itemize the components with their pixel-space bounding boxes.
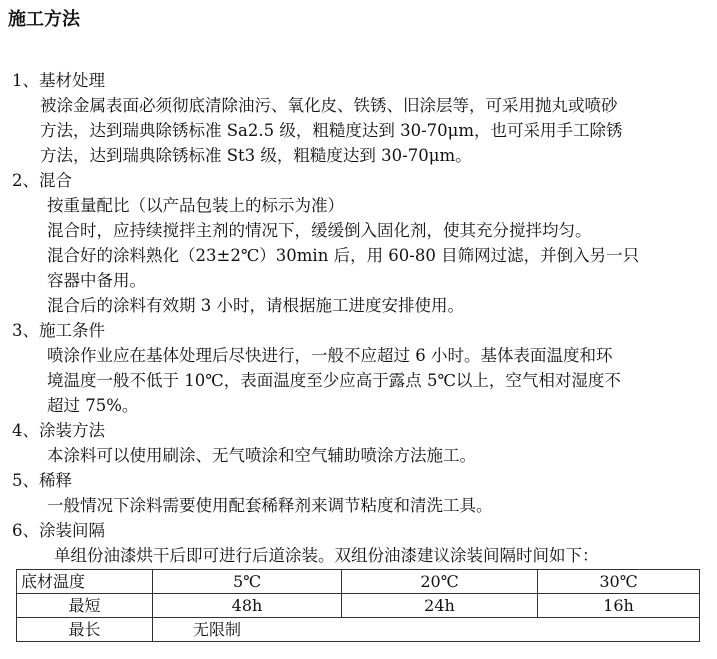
section-6-text-line-1: 单组份油漆烘干后即可进行后道涂装。双组份油漆建议涂装间隔时间如下： — [54, 546, 599, 565]
section-3-text-line-2: 境温度一般不低于 10℃，表面温度至少应高于露点 5℃以上，空气相对湿度不 — [47, 371, 621, 390]
section-1-text-line-1: 被涂金属表面必须彻底清除油污、氧化皮、铁锈、旧涂层等，可采用抛丸或喷砂 — [40, 96, 618, 115]
section-3-text-line-1: 喷涂作业应在基体处理后尽快进行，一般不应超过 6 小时。基体表面温度和环 — [47, 346, 613, 365]
section-1-heading: 1、基材处理 — [12, 71, 105, 90]
table-cell: 24h — [342, 594, 538, 618]
section-2-text-line-5: 混合后的涂料有效期 3 小时，请根据施工进度安排使用。 — [47, 296, 464, 315]
table-cell: 无限制 — [153, 618, 700, 642]
section-2-text-line-4: 容器中备用。 — [47, 271, 146, 290]
section-2-heading: 2、混合 — [12, 171, 72, 190]
table-cell: 最长 — [17, 618, 153, 642]
section-1-text-line-2: 方法，达到瑞典除锈标准 Sa2.5 级，粗糙度达到 30-70μm，也可采用手工除锈 — [40, 121, 623, 140]
section-2-text-line-3: 混合好的涂料熟化（23±2℃）30min 后，用 60-80 目筛网过滤，并倒入另一只 — [47, 246, 640, 265]
section-6-heading: 6、涂装间隔 — [12, 521, 105, 540]
table-cell: 16h — [538, 594, 700, 618]
table-header-cell: 底材温度 — [17, 570, 153, 594]
section-2-text-line-1: 按重量配比（以产品包装上的标示为准） — [47, 196, 344, 215]
table-cell: 48h — [153, 594, 342, 618]
table-cell: 最短 — [17, 594, 153, 618]
section-5-text-line-1: 一般情况下涂料需要使用配套稀释剂来调节粘度和清洗工具。 — [47, 496, 493, 515]
section-5-heading: 5、稀释 — [12, 471, 72, 490]
coating-interval-table — [16, 569, 700, 642]
section-1-text-line-3: 方法，达到瑞典除锈标准 St3 级，粗糙度达到 30-70μm。 — [40, 146, 472, 165]
table-header-cell: 5℃ — [153, 570, 342, 594]
table-header-cell: 30℃ — [538, 570, 700, 594]
table-header-cell: 20℃ — [342, 570, 538, 594]
page-title: 施工方法 — [8, 9, 80, 30]
section-3-text-line-3: 超过 75%。 — [47, 396, 139, 415]
table-row — [17, 618, 700, 642]
section-4-heading: 4、涂装方法 — [12, 421, 105, 440]
table-row — [17, 594, 700, 618]
section-4-text-line-1: 本涂料可以使用刷涂、无气喷涂和空气辅助喷涂方法施工。 — [47, 446, 476, 465]
section-3-heading: 3、施工条件 — [12, 321, 105, 340]
section-2-text-line-2: 混合时，应持续搅拌主剂的情况下，缓缓倒入固化剂，使其充分搅拌均匀。 — [47, 221, 592, 240]
table-row — [17, 570, 700, 594]
